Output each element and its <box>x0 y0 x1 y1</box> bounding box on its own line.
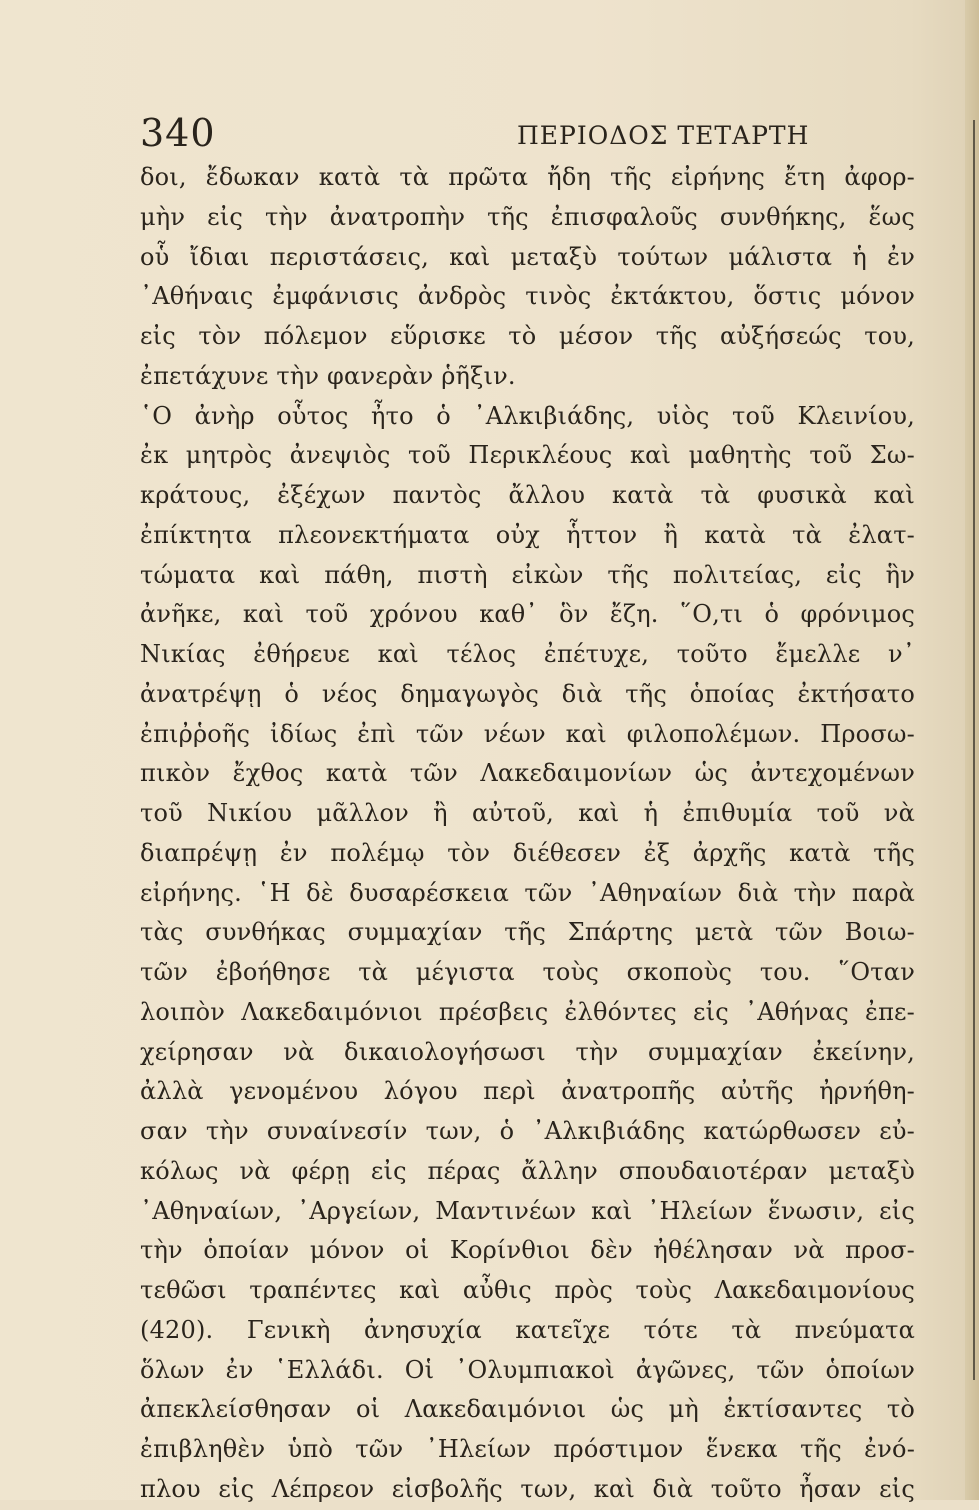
text-line: πικὸν ἔχθος κατὰ τῶν Λακεδαιμονίων ὡς ἀντεχομένων <box>140 759 915 788</box>
text-line: ἀνῆκε, καὶ τοῦ χρόνου καθ᾽ ὃν ἔζη. ῞Ο,τι ὁ φρόνιμος <box>140 600 915 629</box>
page-header <box>140 108 910 158</box>
text-line: τεθῶσι τραπέντες καὶ αὖθις πρὸς τοὺς Λακεδαιμονίους <box>140 1276 915 1304</box>
text-line: ἀνατρέψῃ ὁ νέος δημαγωγὸς διὰ τῆς ὁποίας ἐκτήσατο <box>140 679 915 708</box>
text-line: κόλως νὰ φέρῃ εἰς πέρας ἄλλην σπουδαιοτέραν μεταξὺ <box>140 1156 915 1185</box>
text-line: τοῦ Νικίου μᾶλλον ἢ αὐτοῦ, καὶ ἡ ἐπιθυμία τοῦ νὰ <box>140 799 915 827</box>
text-line: ὅλων ἐν ῾Ελλάδι. Οἱ ᾽Ολυμπιακοὶ ἀγῶνες, τῶν ὁποίων <box>140 1355 915 1384</box>
text-line: ἀπεκλείσθησαν οἱ Λακεδαιμόνιοι ὡς μὴ ἐκτίσαντες τὸ <box>140 1395 915 1424</box>
page-number: 340 <box>140 111 216 155</box>
text-line: λοιπὸν Λακεδαιμόνιοι πρέσβεις ἐλθόντες εἰς ᾽Αθήνας ἐπε- <box>140 997 915 1026</box>
text-line: διαπρέψῃ ἐν πολέμῳ τὸν διέθεσεν ἐξ ἀρχῆς κατὰ τῆς <box>140 838 915 867</box>
text-line: ἀλλὰ γενομένου λόγου περὶ ἀνατροπῆς αὐτῆς ἠρνήθη- <box>140 1077 915 1106</box>
text-line: σαν τὴν συναίνεσίν των, ὁ ᾽Αλκιβιάδης κατώρθωσεν εὐ- <box>140 1117 915 1145</box>
text-line: ῾Ο ἀνὴρ οὗτος ἦτο ὁ ᾽Αλκιβιάδης, υἱὸς τοῦ Κλεινίου, <box>140 401 915 430</box>
running-head: ΠΕΡΙΟΔΟΣ ΤΕΤΑΡΤΗ <box>517 121 810 150</box>
body-text <box>140 158 915 1510</box>
text-line: ἐπιῤῥοῆς ἰδίως ἐπὶ τῶν νέων καὶ φιλοπολέμων. Προσω- <box>140 719 915 748</box>
text-line: ἐπίκτητα πλεονεκτήματα οὐχ ἧττον ἢ κατὰ τὰ ἐλατ- <box>140 520 915 549</box>
text-line: μὴν εἰς τὴν ἀνατροπὴν τῆς ἐπισφαλοῦς συνθήκης, ἕως <box>140 202 915 231</box>
text-line: τὰς συνθήκας συμμαχίαν τῆς Σπάρτης μετὰ τῶν Βοιω- <box>140 918 915 947</box>
text-line: κράτους, ἐξέχων παντὸς ἄλλου κατὰ τὰ φυσικὰ καὶ <box>140 481 915 509</box>
text-line: δοι, ἔδωκαν κατὰ τὰ πρῶτα ἤδη τῆς εἰρήνης ἔτη ἀφορ- <box>140 163 915 191</box>
text-line: εἰρήνης. ῾Η δὲ δυσαρέσκεια τῶν ᾽Αθηναίων διὰ τὴν παρὰ <box>140 878 915 907</box>
text-line: πλου εἰς Λέπρεον εἰσβολῆς των, καὶ διὰ τοῦτο ἦσαν εἰς <box>140 1474 915 1503</box>
text-line: χείρησαν νὰ δικαιολογήσωσι τὴν συμμαχίαν ἐκείνην, <box>140 1037 915 1066</box>
text-line: ἐπιβληθὲν ὑπὸ τῶν ᾽Ηλείων πρόστιμον ἕνεκα τῆς ἐνό- <box>140 1435 915 1463</box>
text-line: ἐπετάχυνε τὴν φανερὰν ῥῆξιν. <box>140 361 516 390</box>
text-line: τὴν ὁποίαν μόνον οἱ Κορίνθιοι δὲν ἠθέλησαν νὰ προσ- <box>140 1236 915 1265</box>
text-line: (420). Γενικὴ ἀνησυχία κατεῖχε τότε τὰ πνεύματα <box>140 1315 915 1344</box>
text-line: οὗ ἴδιαι περιστάσεις, καὶ μεταξὺ τούτων μάλιστα ἡ ἐν <box>140 242 915 271</box>
page-right-edge <box>965 0 979 1500</box>
binding-shadow-line <box>973 120 975 1380</box>
text-line: Νικίας ἐθήρευε καὶ τέλος ἐπέτυχε, τοῦτο ἔμελλε ν᾽ <box>140 640 915 668</box>
text-line: ἐκ μητρὸς ἀνεψιὸς τοῦ Περικλέους καὶ μαθητὴς τοῦ Σω- <box>140 441 915 470</box>
text-line: τώματα καὶ πάθη, πιστὴ εἰκὼν τῆς πολιτείας, εἰς ἣν <box>140 560 915 589</box>
text-line: ᾽Αθηναίων, ᾽Αργείων, Μαντινέων καὶ ᾽Ηλείων ἕνωσιν, εἰς <box>140 1196 915 1225</box>
text-line: τῶν ἐβοήθησε τὰ μέγιστα τοὺς σκοποὺς του. ῞Οταν <box>140 958 915 986</box>
text-line: εἰς τὸν πόλεμον εὕρισκε τὸ μέσον τῆς αὐξήσεώς του, <box>140 322 915 350</box>
text-line: ᾽Αθήναις ἐμφάνισις ἀνδρὸς τινὸς ἐκτάκτου, ὅστις μόνον <box>140 282 915 311</box>
